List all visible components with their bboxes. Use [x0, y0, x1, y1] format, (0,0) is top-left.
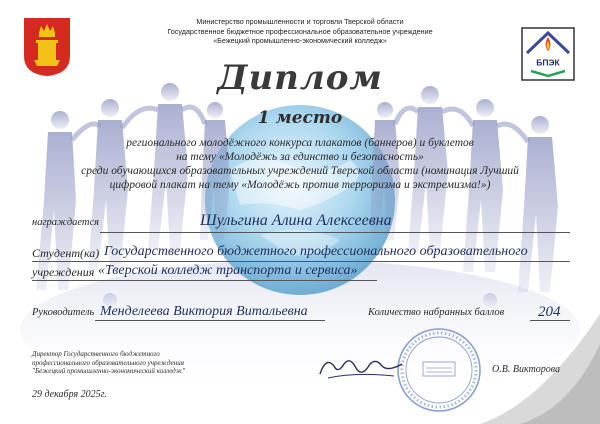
- college-logo-icon: [521, 27, 575, 81]
- description-line-4: цифровой плакат на тему «Молодёжь против терроризма и экстремизма!»): [109, 179, 491, 191]
- recipient-underline: [100, 232, 570, 233]
- student-org-line-1: Государственного бюджетного профессионального образовательного: [104, 244, 528, 259]
- director-signature-name: О.В. Викторова: [492, 364, 560, 375]
- score-label: Количество набранных баллов: [368, 307, 505, 318]
- tver-coat-of-arms-icon: [22, 16, 72, 78]
- score-underline: [530, 320, 570, 321]
- student-label: Студент(ка): [32, 246, 100, 260]
- supervisor-label: Руководитель: [32, 307, 95, 318]
- diploma-title: Диплом: [217, 58, 383, 98]
- director-line-1: Директор Государственного бюджетного: [32, 350, 160, 358]
- supervisor-name: Менделеева Виктория Витальевна: [100, 304, 308, 319]
- description-line-3: среди обучающихся образовательных учреждений Тверской области (номинация Лучший: [81, 165, 519, 177]
- director-line-2: профессионального образовательного учреждения: [32, 358, 184, 367]
- student-org-line-2: «Тверской колледж транспорта и сервиса»: [98, 263, 358, 278]
- header-institution-type: Государственное бюджетное профессиональное образовательное учреждение: [167, 26, 433, 36]
- student-underline-2: [32, 280, 377, 281]
- round-stamp-icon: [395, 326, 483, 414]
- recipient-name: Шульгина Алина Алексеевна: [200, 212, 392, 229]
- director-line-3: "Бежецкий промышленно-экономический колледж": [32, 367, 186, 375]
- header-college-name: «Бежецкий промышленно-экономический колледж»: [213, 36, 387, 45]
- student-underline-1: [32, 261, 570, 262]
- signature-icon: [316, 352, 406, 384]
- student-org-line-2-label: учреждения: [32, 265, 95, 279]
- awarded-label: награждается: [32, 217, 100, 228]
- description-line-1: регионального молодёжного конкурса плакатов (баннеров) и буклетов: [126, 137, 474, 149]
- description-line-2: на тему «Молодёжь за единство и безопасность»: [176, 151, 424, 163]
- header-ministry: Министерство промышленности и торговли Тверской области: [196, 17, 404, 26]
- issue-date: 29 декабря 2025г.: [32, 389, 107, 400]
- place-label: 1 место: [257, 108, 343, 128]
- logo-text: БПЭК: [536, 57, 560, 68]
- score-value: 204: [538, 304, 561, 320]
- supervisor-underline: [95, 320, 325, 321]
